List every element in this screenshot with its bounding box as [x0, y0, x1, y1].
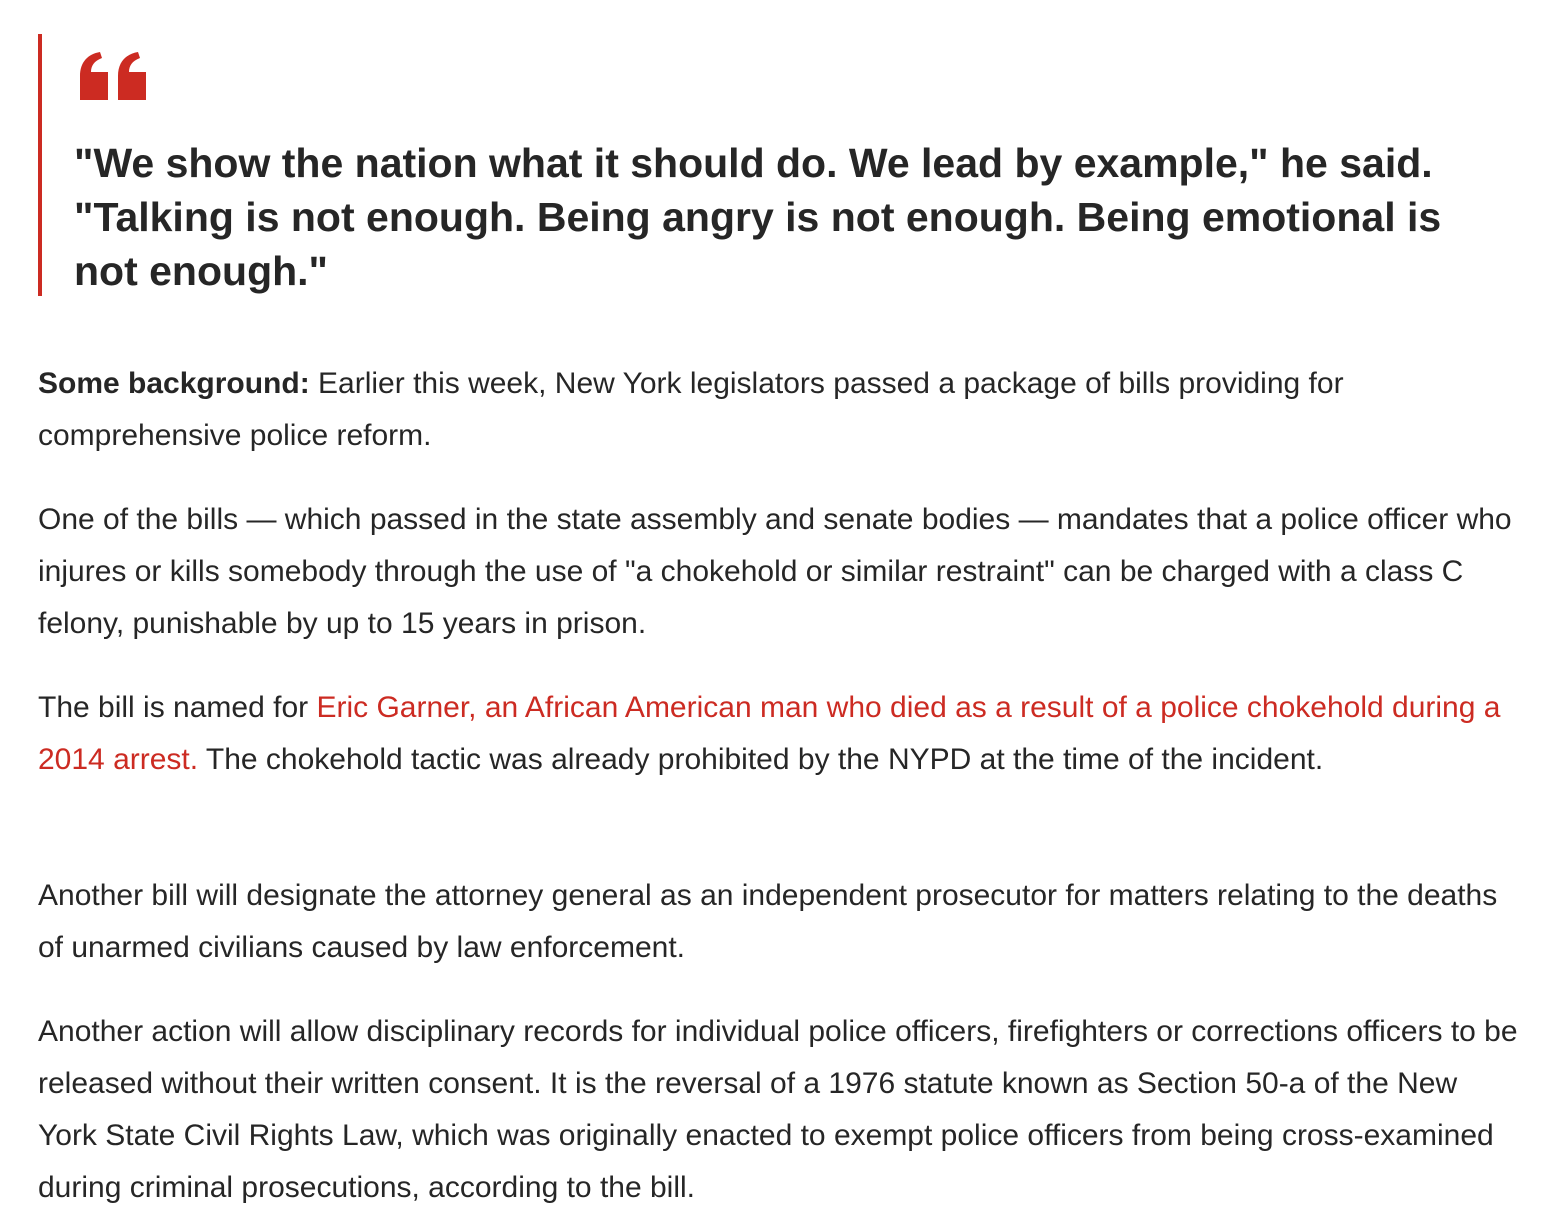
quote-mark-icon	[78, 52, 148, 100]
paragraph-eric-garner	[38, 682, 1518, 786]
paragraph-chokehold-bill: One of the bills — which passed in the state assembly and senate bodies — mandates that a police officer who injures or kills somebody through the use of "a chokehold or similar restraint" can be charged with a class C felony, punishable by up to 15 years in prison.	[38, 503, 1512, 640]
pullquote-text: "We show the nation what it should do. We lead by example," he said. "Talking is not enough. Being angry is not enough. Being emotional is not enough."	[74, 140, 1442, 294]
paragraph-text: The bill is named for	[38, 691, 317, 724]
paragraph-lead: Some background:	[38, 367, 310, 400]
paragraph-disciplinary-records: Another action will allow disciplinary records for individual police officers, firefighters or corrections officers to be released without their written consent. It is the reversal of a 1976 statute known as Section 50-a of the New York State Civil Rights Law, which was originally enacted to exempt police officers from being cross-examined during criminal prosecutions, according to the bill.	[38, 1015, 1518, 1204]
pullquote	[38, 34, 1518, 296]
article-body	[38, 34, 1518, 1204]
paragraph-text: The chokehold tactic was already prohibited by the NYPD at the time of the incident.	[198, 743, 1324, 776]
paragraph-text: Earlier this week, New York legislators passed a package of bills providing for comprehensive police reform.	[38, 367, 1344, 452]
paragraph-attorney-general: Another bill will designate the attorney general as an independent prosecutor for matters relating to the deaths of unarmed civilians caused by law enforcement.	[38, 879, 1498, 964]
eric-garner-link[interactable]: Eric Garner, an African American man who died as a result of a police chokehold during a 2014 arrest.	[38, 691, 1501, 776]
paragraph-background	[38, 358, 1518, 462]
